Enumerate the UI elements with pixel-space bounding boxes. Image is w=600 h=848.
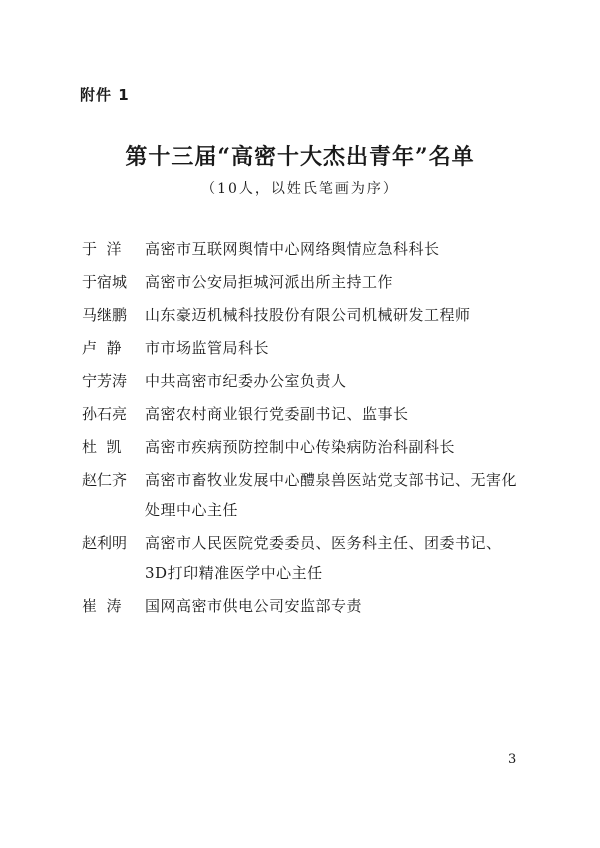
list-item [82, 591, 522, 621]
page-number: 3 [508, 752, 517, 767]
honoree-name: 马继鹏 [82, 306, 128, 324]
list-item [82, 300, 522, 330]
list-item [82, 465, 522, 525]
honoree-name: 于 洋 [82, 240, 122, 258]
document-subtitle: （10人，以姓氏笔画为序） [201, 181, 399, 197]
honoree-description: 高密市互联网舆情中心网络舆情应急科科长 [145, 240, 440, 258]
honoree-list [82, 234, 522, 624]
honoree-description: 山东豪迈机械科技股份有限公司机械研发工程师 [145, 306, 471, 324]
honoree-name: 赵仁齐 [82, 471, 128, 489]
honoree-name: 卢 静 [82, 339, 122, 357]
list-item [82, 399, 522, 429]
honoree-description: 高密农村商业银行党委副书记、监事长 [145, 405, 409, 423]
honoree-description: 国网高密市供电公司安监部专责 [145, 597, 363, 615]
honoree-name: 孙石亮 [82, 405, 128, 423]
list-item [82, 267, 522, 297]
honoree-name: 于宿城 [82, 273, 128, 291]
honoree-description: 高密市人民医院党委委员、医务科主任、团委书记、3D打印精准医学中心主任 [145, 534, 502, 582]
honoree-name: 崔 涛 [82, 597, 122, 615]
list-item [82, 528, 522, 588]
honoree-name: 宁芳涛 [82, 372, 128, 390]
honoree-name: 赵利明 [82, 534, 128, 552]
list-item [82, 333, 522, 363]
list-item [82, 366, 522, 396]
document-title: 第十三届“高密十大杰出青年”名单 [125, 144, 475, 170]
attachment-label: 附件 1 [80, 86, 130, 104]
list-item [82, 234, 522, 264]
honoree-description: 市市场监管局科长 [145, 339, 270, 357]
honoree-description: 高密市疾病预防控制中心传染病防治科副科长 [145, 438, 456, 456]
list-item [82, 432, 522, 462]
honoree-name: 杜 凯 [82, 438, 122, 456]
honoree-description: 高密市畜牧业发展中心醴泉兽医站党支部书记、无害化处理中心主任 [145, 471, 518, 519]
honoree-description: 高密市公安局拒城河派出所主持工作 [145, 273, 394, 291]
honoree-description: 中共高密市纪委办公室负责人 [145, 372, 347, 390]
